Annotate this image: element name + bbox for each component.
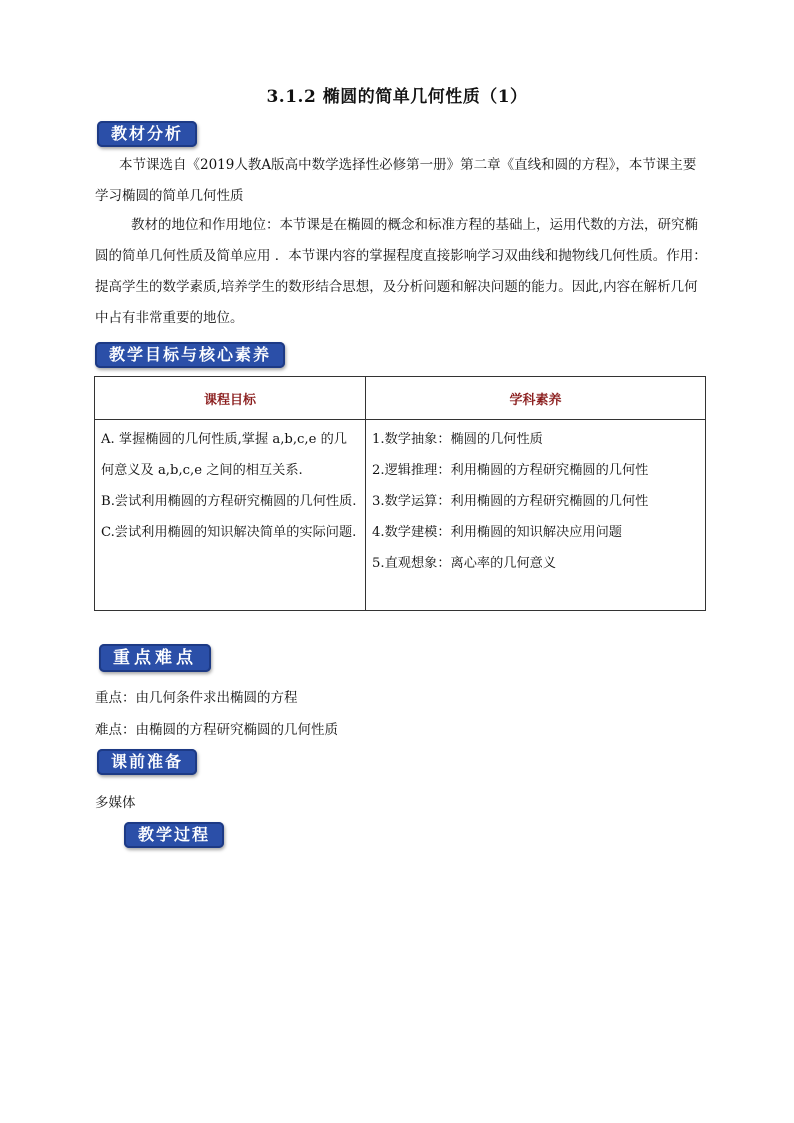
goals-table (94, 376, 706, 611)
goals-header-literacy: 学科素养 (366, 377, 706, 420)
course-goal-item: C.尝试利用椭圆的知识解决简单的实际问题. (101, 525, 357, 540)
section-badge-keypoints: 重点难点 (99, 644, 211, 672)
analysis-paragraph-2: 教材的地位和作用地位：本节课是在椭圆的概念和标准方程的基础上，运用代数的方法，研究椭圆的简单几何性质及简单应用 ．本节课内容的掌握程度直接影响学习双曲线和抛物线几何性质。作用：提高学生的数学素质,培养学生的数形结合思想，及分析问题和解决问题的能力。因此,内容在解析几何中占有非常重要的地位。 (95, 217, 707, 326)
course-goals-cell (95, 420, 366, 611)
literacy-item: 4.数学建模：利用椭圆的知识解决应用问题 (372, 525, 622, 540)
goals-header-course: 课程目标 (95, 377, 366, 420)
literacy-cell (366, 420, 706, 611)
page-title: 3.1.2 椭圆的简单几何性质（1） (266, 87, 528, 107)
literacy-item: 5.直观想象：离心率的几何意义 (372, 556, 557, 571)
literacy-item: 1.数学抽象：椭圆的几何性质 (372, 432, 543, 447)
section-badge-preparation: 课前准备 (97, 749, 197, 775)
course-goal-item: B.尝试利用椭圆的方程研究椭圆的几何性质. (101, 494, 357, 509)
literacy-item: 3.数学运算：利用椭圆的方程研究椭圆的几何性 (372, 494, 649, 509)
section-badge-goals: 教学目标与核心素养 (95, 342, 285, 368)
key-point-text: 重点：由几何条件求出椭圆的方程 (95, 690, 298, 706)
difficulty-text: 难点：由椭圆的方程研究椭圆的几何性质 (95, 722, 338, 738)
goals-table-header-row (95, 377, 706, 420)
section-badge-process: 教学过程 (124, 822, 224, 848)
course-goal-item: A. 掌握椭圆的几何性质,掌握 a,b,c,e 的几何意义及 a,b,c,e 之间的相互关系. (101, 432, 347, 478)
goals-table-row (95, 420, 706, 611)
preparation-text: 多媒体 (95, 795, 136, 811)
section-badge-analysis: 教材分析 (97, 121, 197, 147)
literacy-item: 2.逻辑推理：利用椭圆的方程研究椭圆的几何性 (372, 463, 649, 478)
analysis-paragraph-1: 本节课选自《2019人教A版高中数学选择性必修第一册》第二章《直线和圆的方程》，本节课主要学习椭圆的简单几何性质 (95, 157, 697, 204)
